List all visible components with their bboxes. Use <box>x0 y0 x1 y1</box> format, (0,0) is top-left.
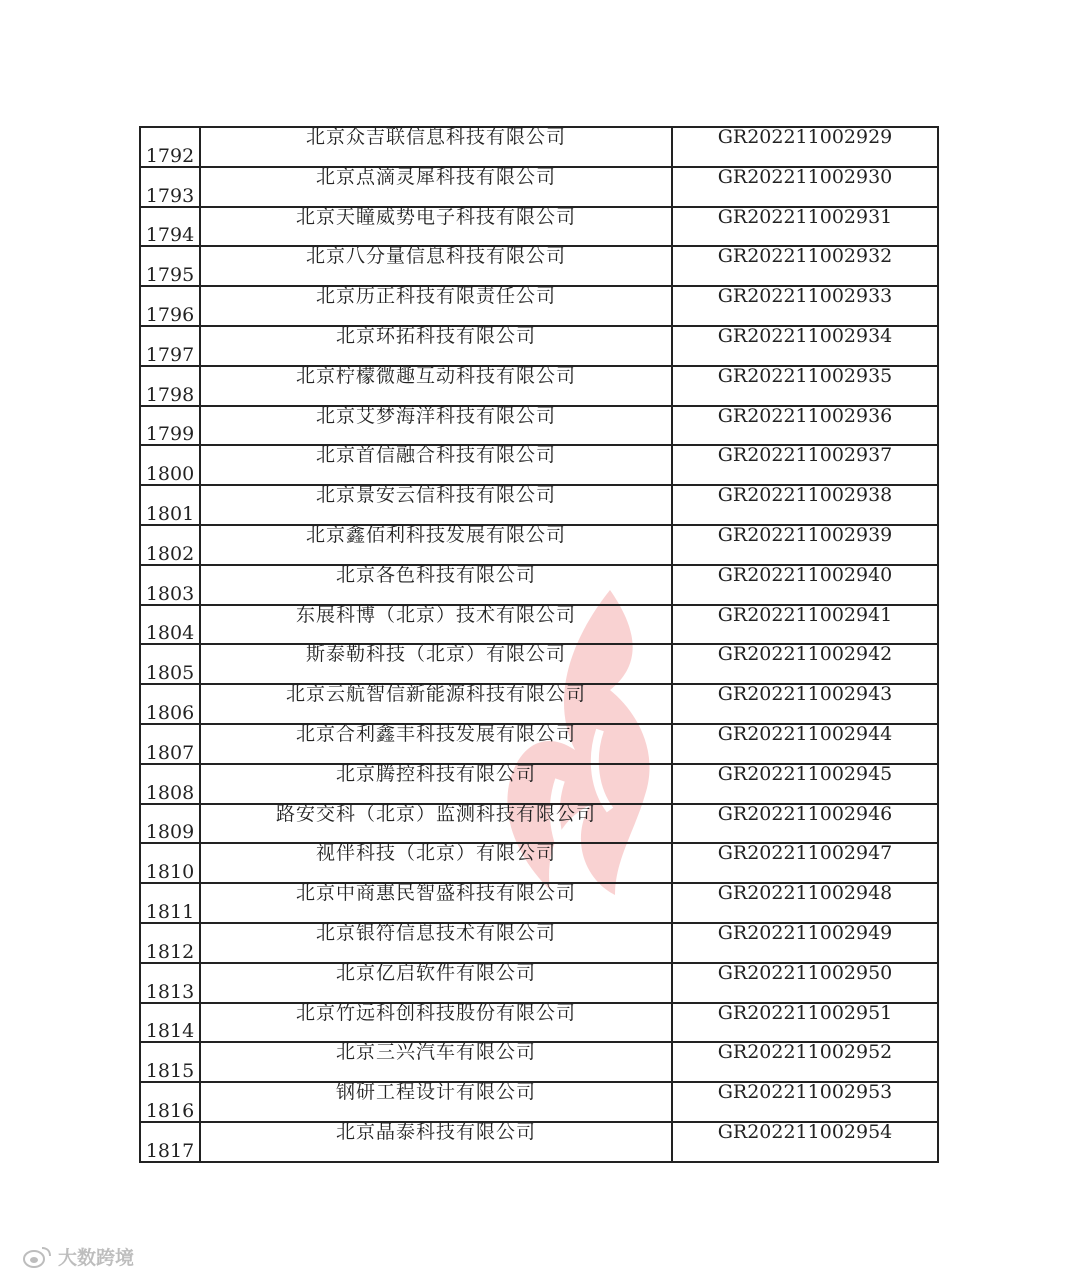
certificate-code: GR202211002945 <box>672 764 938 804</box>
table-row <box>140 605 938 645</box>
row-number: 1802 <box>140 525 200 565</box>
table-row <box>140 1003 938 1043</box>
row-number: 1798 <box>140 366 200 406</box>
company-name: 北京云航智信新能源科技有限公司 <box>200 684 672 724</box>
certificate-code: GR202211002953 <box>672 1082 938 1122</box>
certificate-code: GR202211002940 <box>672 565 938 605</box>
table-row <box>140 525 938 565</box>
company-name: 斯泰勒科技（北京）有限公司 <box>200 644 672 684</box>
company-name: 北京众吉联信息科技有限公司 <box>200 127 672 167</box>
footer-logo-text: 大数跨境 <box>58 1247 135 1269</box>
certificate-code: GR202211002938 <box>672 485 938 525</box>
row-number: 1816 <box>140 1082 200 1122</box>
company-name: 北京八分量信息科技有限公司 <box>200 246 672 286</box>
table-row <box>140 764 938 804</box>
registration-table <box>139 126 939 1163</box>
table-row <box>140 804 938 844</box>
certificate-code: GR202211002942 <box>672 644 938 684</box>
row-number: 1792 <box>140 127 200 167</box>
table-row <box>140 644 938 684</box>
row-number: 1800 <box>140 445 200 485</box>
table-body <box>140 127 938 1162</box>
row-number: 1814 <box>140 1003 200 1043</box>
certificate-code: GR202211002929 <box>672 127 938 167</box>
certificate-code: GR202211002939 <box>672 525 938 565</box>
row-number: 1809 <box>140 804 200 844</box>
table-row <box>140 1082 938 1122</box>
company-name: 北京首信融合科技有限公司 <box>200 445 672 485</box>
table-row <box>140 963 938 1003</box>
weibo-like-logo-icon <box>22 1245 52 1269</box>
company-name: 北京中商惠民智盛科技有限公司 <box>200 883 672 923</box>
row-number: 1804 <box>140 605 200 645</box>
table-row <box>140 684 938 724</box>
certificate-code: GR202211002944 <box>672 724 938 764</box>
row-number: 1808 <box>140 764 200 804</box>
company-name: 北京柠檬微趣互动科技有限公司 <box>200 366 672 406</box>
footer-logo <box>22 1243 134 1270</box>
row-number: 1799 <box>140 406 200 446</box>
row-number: 1805 <box>140 644 200 684</box>
company-name: 北京银符信息技术有限公司 <box>200 923 672 963</box>
table-row <box>140 207 938 247</box>
company-name: 北京三兴汽车有限公司 <box>200 1042 672 1082</box>
company-name: 北京合利鑫丰科技发展有限公司 <box>200 724 672 764</box>
certificate-code: GR202211002952 <box>672 1042 938 1082</box>
company-name: 东展科博（北京）技术有限公司 <box>200 605 672 645</box>
certificate-code: GR202211002954 <box>672 1122 938 1162</box>
row-number: 1815 <box>140 1042 200 1082</box>
row-number: 1810 <box>140 843 200 883</box>
row-number: 1813 <box>140 963 200 1003</box>
company-name: 视伴科技（北京）有限公司 <box>200 843 672 883</box>
row-number: 1811 <box>140 883 200 923</box>
certificate-code: GR202211002932 <box>672 246 938 286</box>
certificate-code: GR202211002935 <box>672 366 938 406</box>
certificate-code: GR202211002951 <box>672 1003 938 1043</box>
table-row <box>140 406 938 446</box>
certificate-code: GR202211002949 <box>672 923 938 963</box>
row-number: 1795 <box>140 246 200 286</box>
company-name: 北京环拓科技有限公司 <box>200 326 672 366</box>
company-name: 路安交科（北京）监测科技有限公司 <box>200 804 672 844</box>
table-row <box>140 445 938 485</box>
row-number: 1817 <box>140 1122 200 1162</box>
table-row <box>140 1042 938 1082</box>
certificate-code: GR202211002950 <box>672 963 938 1003</box>
certificate-code: GR202211002934 <box>672 326 938 366</box>
table-row <box>140 127 938 167</box>
table-row <box>140 1122 938 1162</box>
table-row <box>140 167 938 207</box>
table-row <box>140 565 938 605</box>
table-row <box>140 843 938 883</box>
company-name: 北京鑫佰利科技发展有限公司 <box>200 525 672 565</box>
certificate-code: GR202211002943 <box>672 684 938 724</box>
table-row <box>140 326 938 366</box>
company-name: 北京亿启软件有限公司 <box>200 963 672 1003</box>
company-name: 北京竹远科创科技股份有限公司 <box>200 1003 672 1043</box>
certificate-code: GR202211002937 <box>672 445 938 485</box>
company-name: 北京腾控科技有限公司 <box>200 764 672 804</box>
company-name: 钢研工程设计有限公司 <box>200 1082 672 1122</box>
table-row <box>140 485 938 525</box>
table-row <box>140 246 938 286</box>
company-name: 北京各色科技有限公司 <box>200 565 672 605</box>
company-name: 北京艾梦海洋科技有限公司 <box>200 406 672 446</box>
certificate-code: GR202211002933 <box>672 286 938 326</box>
company-name: 北京点滴灵犀科技有限公司 <box>200 167 672 207</box>
table-row <box>140 923 938 963</box>
certificate-code: GR202211002930 <box>672 167 938 207</box>
row-number: 1793 <box>140 167 200 207</box>
certificate-code: GR202211002941 <box>672 605 938 645</box>
company-name: 北京晶泰科技有限公司 <box>200 1122 672 1162</box>
certificate-code: GR202211002946 <box>672 804 938 844</box>
row-number: 1807 <box>140 724 200 764</box>
certificate-code: GR202211002947 <box>672 843 938 883</box>
table-row <box>140 724 938 764</box>
row-number: 1794 <box>140 207 200 247</box>
company-name: 北京景安云信科技有限公司 <box>200 485 672 525</box>
certificate-code: GR202211002931 <box>672 207 938 247</box>
row-number: 1806 <box>140 684 200 724</box>
certificate-code: GR202211002936 <box>672 406 938 446</box>
row-number: 1812 <box>140 923 200 963</box>
table-row <box>140 366 938 406</box>
row-number: 1796 <box>140 286 200 326</box>
certificate-code: GR202211002948 <box>672 883 938 923</box>
row-number: 1801 <box>140 485 200 525</box>
company-name: 北京历正科技有限责任公司 <box>200 286 672 326</box>
table-row <box>140 883 938 923</box>
company-name: 北京天瞳威势电子科技有限公司 <box>200 207 672 247</box>
row-number: 1803 <box>140 565 200 605</box>
table-row <box>140 286 938 326</box>
row-number: 1797 <box>140 326 200 366</box>
